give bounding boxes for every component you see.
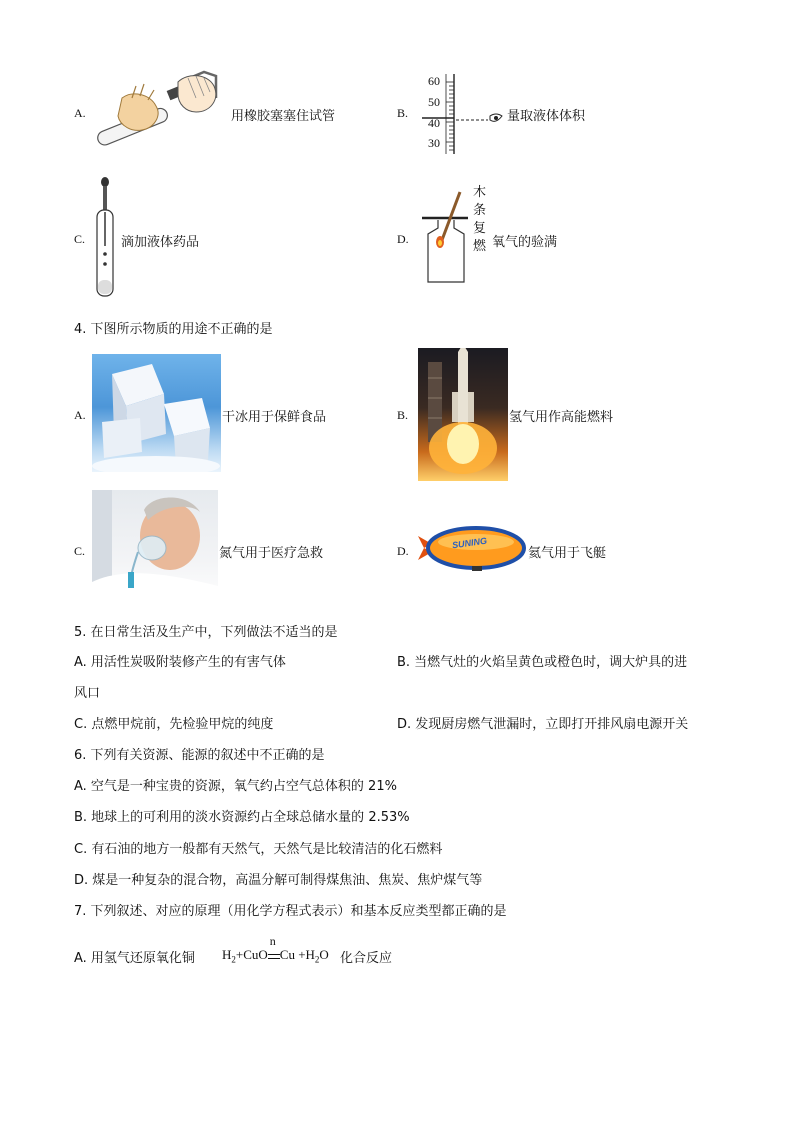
eq-end: O bbox=[319, 947, 329, 962]
eq-left: H bbox=[222, 947, 232, 962]
eq-condition: n bbox=[269, 934, 276, 948]
q5-option-c: C. 点燃甲烷前，先检验甲烷的纯度 bbox=[74, 717, 274, 732]
q3-option-d-letter: D. bbox=[397, 232, 409, 246]
q7-equation bbox=[222, 934, 329, 965]
eq-sign bbox=[268, 934, 280, 963]
q7-stem: 7. 下列叙述、对应的原理（用化学方程式表示）和基本反应类型都正确的是 bbox=[74, 904, 507, 919]
scale-label-50: 50 bbox=[428, 95, 440, 109]
q4-option-d-caption: 氦气用于飞艇 bbox=[528, 546, 607, 561]
q6-option-b: B. 地球上的可利用的淡水资源约占全球总储水量的 2.53% bbox=[74, 810, 410, 825]
stopper-test-tube-image bbox=[92, 68, 228, 158]
q5-option-a: A. 用活性炭吸附装修产生的有害气体 bbox=[74, 655, 286, 670]
q4-option-a-caption: 干冰用于保鲜食品 bbox=[222, 410, 327, 425]
q6-stem: 6. 下列有关资源、能源的叙述中不正确的是 bbox=[74, 748, 325, 763]
q6-option-c: C. 有石油的地方一般都有天然气，天然气是比较清洁的化石燃料 bbox=[74, 842, 443, 857]
q3-option-c-caption: 滴加液体药品 bbox=[121, 235, 200, 250]
wood-relit-vertical-label bbox=[473, 184, 487, 256]
q4-option-a-letter: A. bbox=[74, 408, 86, 422]
q3-option-a-caption: 用橡胶塞塞住试管 bbox=[231, 109, 336, 124]
q4-option-c-caption: 氮气用于医疗急救 bbox=[219, 546, 324, 561]
oxygen-mask-patient-image bbox=[92, 490, 218, 608]
dry-ice-image bbox=[92, 354, 221, 472]
q4-stem: 4. 下图所示物质的用途不正确的是 bbox=[74, 322, 273, 337]
q5-option-b: B. 当燃气灶的火焰呈黄色或橙色时，调大炉具的进 bbox=[397, 655, 688, 670]
q6-option-a: A. 空气是一种宝贵的资源，氧气约占空气总体积的 21% bbox=[74, 779, 397, 794]
q4-option-b-letter: B. bbox=[397, 408, 409, 422]
vertical-char-4: 燃 bbox=[473, 239, 487, 254]
q5-stem: 5. 在日常生活及生产中，下列做法不适当的是 bbox=[74, 625, 338, 640]
q5-option-b-continued: 风口 bbox=[74, 686, 101, 701]
q7-option-a-reaction-type: 化合反应 bbox=[340, 951, 393, 966]
q5-option-d: D. 发现厨房燃气泄漏时，立即打开排风扇电源开关 bbox=[397, 717, 689, 732]
q3-option-b-letter: B. bbox=[397, 106, 409, 120]
q3-option-a-letter: A. bbox=[74, 106, 86, 120]
q3-option-d-caption: 氧气的验满 bbox=[492, 235, 558, 250]
eq-right-sub: 2 bbox=[314, 954, 320, 965]
vertical-char-1: 木 bbox=[473, 185, 487, 200]
eq-mid: +CuO bbox=[235, 947, 268, 962]
equals-sign bbox=[268, 954, 280, 959]
scale-label-40: 40 bbox=[428, 116, 440, 130]
q6-option-d: D. 煤是一种复杂的混合物，高温分解可制得煤焦油、焦炭、焦炉煤气等 bbox=[74, 873, 483, 888]
dropper-test-tube-image bbox=[94, 176, 118, 300]
vertical-char-3: 复 bbox=[473, 221, 487, 236]
scale-label-60: 60 bbox=[428, 74, 440, 88]
scale-label-30: 30 bbox=[428, 136, 440, 150]
q4-option-d-letter: D. bbox=[397, 544, 409, 558]
q4-option-b-caption: 氢气用作高能燃料 bbox=[509, 410, 614, 425]
vertical-char-2: 条 bbox=[473, 203, 487, 218]
eq-right: Cu +H bbox=[279, 947, 315, 962]
q4-option-c-letter: C. bbox=[74, 544, 86, 558]
eq-left-sub: 2 bbox=[231, 954, 236, 965]
q3-option-c-letter: C. bbox=[74, 232, 86, 246]
blimp-image bbox=[418, 522, 528, 574]
q7-option-a-text: A. 用氢气还原氧化铜 bbox=[74, 951, 195, 966]
blimp-logo-text: SUNING bbox=[451, 535, 488, 551]
q3-option-b-caption: 量取液体体积 bbox=[507, 109, 586, 124]
oxygen-bottle-image bbox=[420, 190, 472, 286]
rocket-launch-image bbox=[418, 348, 508, 481]
